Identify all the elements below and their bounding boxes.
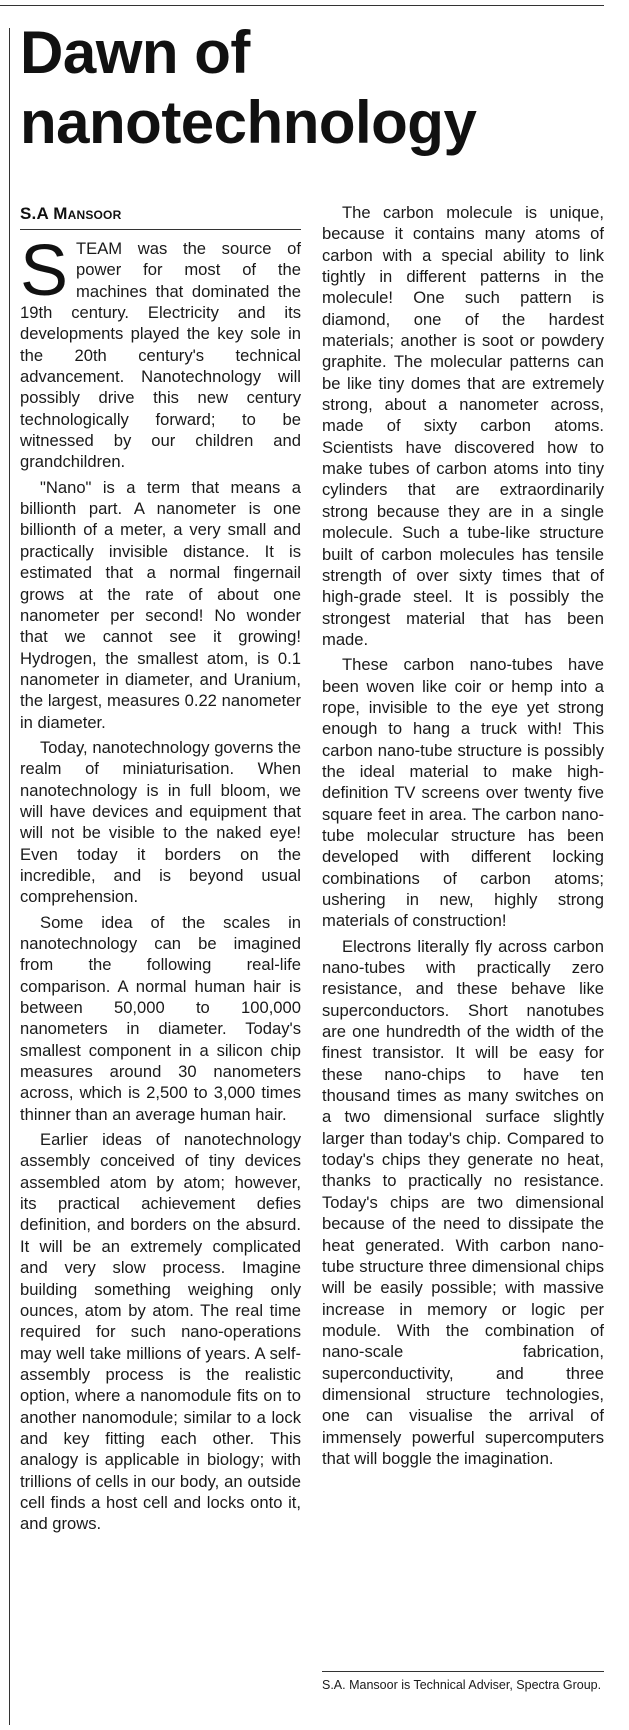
top-rule — [0, 5, 604, 6]
article-paragraph: "Nano" is a term that means a billionth part. A nanometer is one billionth of a meter, a very small and practically invisible distance. It is estimated that a normal fingernail grows at the rate of about one nanometer per second! No wonder that we cannot see it growing! Hydrogen, the smallest atom, is 0.1 nanometer in diameter, and Uranium, the largest, measures 0.22 nanometer in diameter. — [20, 477, 301, 732]
article-column-2 — [322, 202, 604, 1473]
author-note: S.A. Mansoor is Technical Adviser, Spectra Group. — [322, 1678, 602, 1692]
article-title: Dawn of nanotechnology — [20, 19, 477, 156]
author-byline: S.A Mansoor — [20, 204, 122, 223]
article-paragraph: Some idea of the scales in nanotechnology can be imagined from the following real-life comparison. A normal human hair is between 50,000 to 100,000 nanometers in diameter. Today's smallest component in a silicon chip measures around 30 nanometers across, which is 2,500 to 3,000 times thinner than an average human hair. — [20, 912, 301, 1124]
article-paragraph: Today, nanotechnology governs the realm of miniaturisation. When nanotechnology is in full bloom, we will have devices and equipment that will not be visible to the naked eye! Even today it borders on the incredible, and is beyond usual comprehension. — [20, 737, 301, 907]
article-paragraph: Electrons literally fly across carbon nano-tubes with practically zero resistance, and these behave like superconductors. Short nanotubes are one hundredth of the width of the finest transistor. It will be easy for these nano-chips to have ten thousand times as many switches on a two dimensional surface slightly larger than today's chip. Compared to today's chips they generate no heat, thanks to practically no resistance. Today's chips are two dimensional because of the need to dissipate the heat generated. With carbon nano-tube structure three dimensional chips will be easily possible; with massive increase in memory or logic per module. With the combination of nano-scale fabrication, superconductivity, and three dimensional structure technologies, one can visualise the arrival of immensely powerful supercomputers that will boggle the imagination. — [322, 936, 604, 1468]
drop-cap: S — [20, 231, 69, 311]
author-note-rule — [322, 1671, 604, 1672]
article-paragraph: Earlier ideas of nanotechnology assembly conceived of tiny devices assembled atom by atom; however, its practical achievement defies definition, and borders on the absurd. It will be an extremely complicated and very slow process. Imagine building something weighing only ounces, atom by atom. The real time required for such nano-operations may well take millions of years. A self-assembly process is the realistic option, where a nanomodule fits on to another nanomodule; similar to a lock and key fitting each other. This analogy is applicable in biology; with trillions of cells in our body, an outside cell finds a host cell and locks onto it, and grows. — [20, 1130, 301, 1534]
byline-rule — [20, 229, 301, 230]
article-paragraph: These carbon nano-tubes have been woven like coir or hemp into a rope, invisible to the eye yet strong enough to hang a truck with! This carbon nano-tube structure is possibly the ideal material to make high-definition TV screens over twenty five square feet in area. The carbon nano-tube molecular structure has been developed with different locking combinations of carbon atoms; ushering in new, highly strong materials of construction! — [322, 655, 604, 931]
paragraph-text: TEAM was the source of power for most of the machines that dominated the 19th century. Electricity and its developments played the key sole in the 20th century's technical advancement. Nanotechnology will possibly drive this new century technologically forward; to be witnessed by our children and grandchildren. — [20, 239, 301, 472]
left-column-rule — [9, 28, 10, 1725]
article-paragraph: The carbon molecule is unique, because it contains many atoms of carbon with a special ability to link tightly in different patterns in the molecule! One such pattern is diamond, one of the hardest materials; another is soot or powdery graphite. The molecular patterns can be like tiny domes that are extremely strong, about a nanometer across, made of sixty carbon atoms. Scientists have discovered how to make tubes of carbon atoms into tiny cylinders that are extraordinarily strong because they are in a single molecule. Such a tube-like structure built of carbon molecules has tensile strength of over sixty times that of high-grade steel. It is possibly the strongest material that has been made. — [322, 203, 604, 649]
article-paragraph — [20, 231, 301, 473]
article-column-1 — [20, 231, 301, 1539]
